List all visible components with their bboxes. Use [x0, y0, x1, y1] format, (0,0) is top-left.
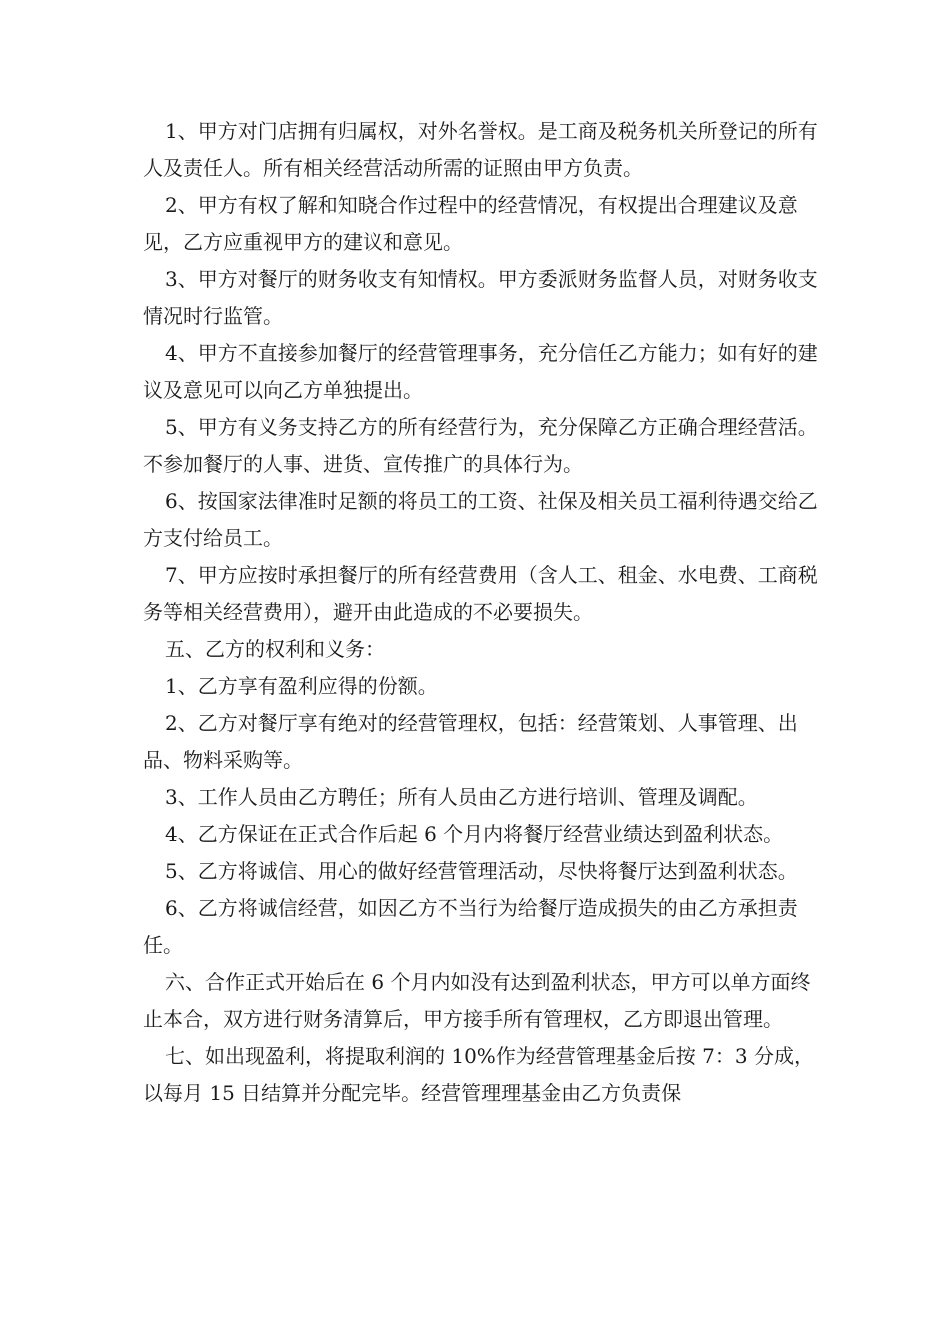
- document-body: [143, 113, 823, 1112]
- clause-paragraph: 4、甲方不直接参加餐厅的经营管理事务，充分信任乙方能力；如有好的建议及意见可以向乙方单独提出。: [143, 341, 818, 402]
- section-paragraph: 七、如出现盈利，将提取利润的 10%作为经营管理基金后按 7：3 分成，以每月 15 日结算并分配完毕。经营管理理基金由乙方负责保: [143, 1044, 814, 1105]
- clause-paragraph: 2、乙方对餐厅享有绝对的经营管理权，包括：经营策划、人事管理、出品、物料采购等。: [143, 711, 798, 772]
- clause-paragraph: 3、工作人员由乙方聘任；所有人员由乙方进行培训、管理及调配。: [165, 785, 758, 809]
- section-heading: 五、乙方的权利和义务：: [165, 637, 385, 661]
- clause-paragraph: 6、按国家法律准时足额的将员工的工资、社保及相关员工福利待遇交给乙方支付给员工。: [143, 489, 818, 550]
- clause-paragraph: 1、甲方对门店拥有归属权，对外名誉权。是工商及税务机关所登记的所有人及责任人。所有相关经营活动所需的证照由甲方负责。: [143, 119, 818, 180]
- clause-paragraph: 2、甲方有权了解和知晓合作过程中的经营情况，有权提出合理建议及意见，乙方应重视甲方的建议和意见。: [143, 193, 798, 254]
- clause-paragraph: 1、乙方享有盈利应得的份额。: [165, 674, 438, 698]
- clause-paragraph: 6、乙方将诚信经营，如因乙方不当行为给餐厅造成损失的由乙方承担责任。: [143, 896, 798, 957]
- clause-paragraph: 5、乙方将诚信、用心的做好经营管理活动，尽快将餐厅达到盈利状态。: [165, 859, 798, 883]
- clause-paragraph: 7、甲方应按时承担餐厅的所有经营费用（含人工、租金、水电费、工商税务等相关经营费用），避开由此造成的不必要损失。: [143, 563, 818, 624]
- clause-paragraph: 5、甲方有义务支持乙方的所有经营行为，充分保障乙方正确合理经营活。不参加餐厅的人事、进货、宣传推广的具体行为。: [143, 415, 818, 476]
- clause-paragraph: 4、乙方保证在正式合作后起 6 个月内将餐厅经营业绩达到盈利状态。: [165, 822, 784, 846]
- clause-paragraph: 3、甲方对餐厅的财务收支有知情权。甲方委派财务监督人员，对财务收支情况时行监管。: [143, 267, 818, 328]
- section-paragraph: 六、合作正式开始后在 6 个月内如没有达到盈利状态，甲方可以单方面终止本合，双方进行财务清算后，甲方接手所有管理权，乙方即退出管理。: [143, 970, 811, 1031]
